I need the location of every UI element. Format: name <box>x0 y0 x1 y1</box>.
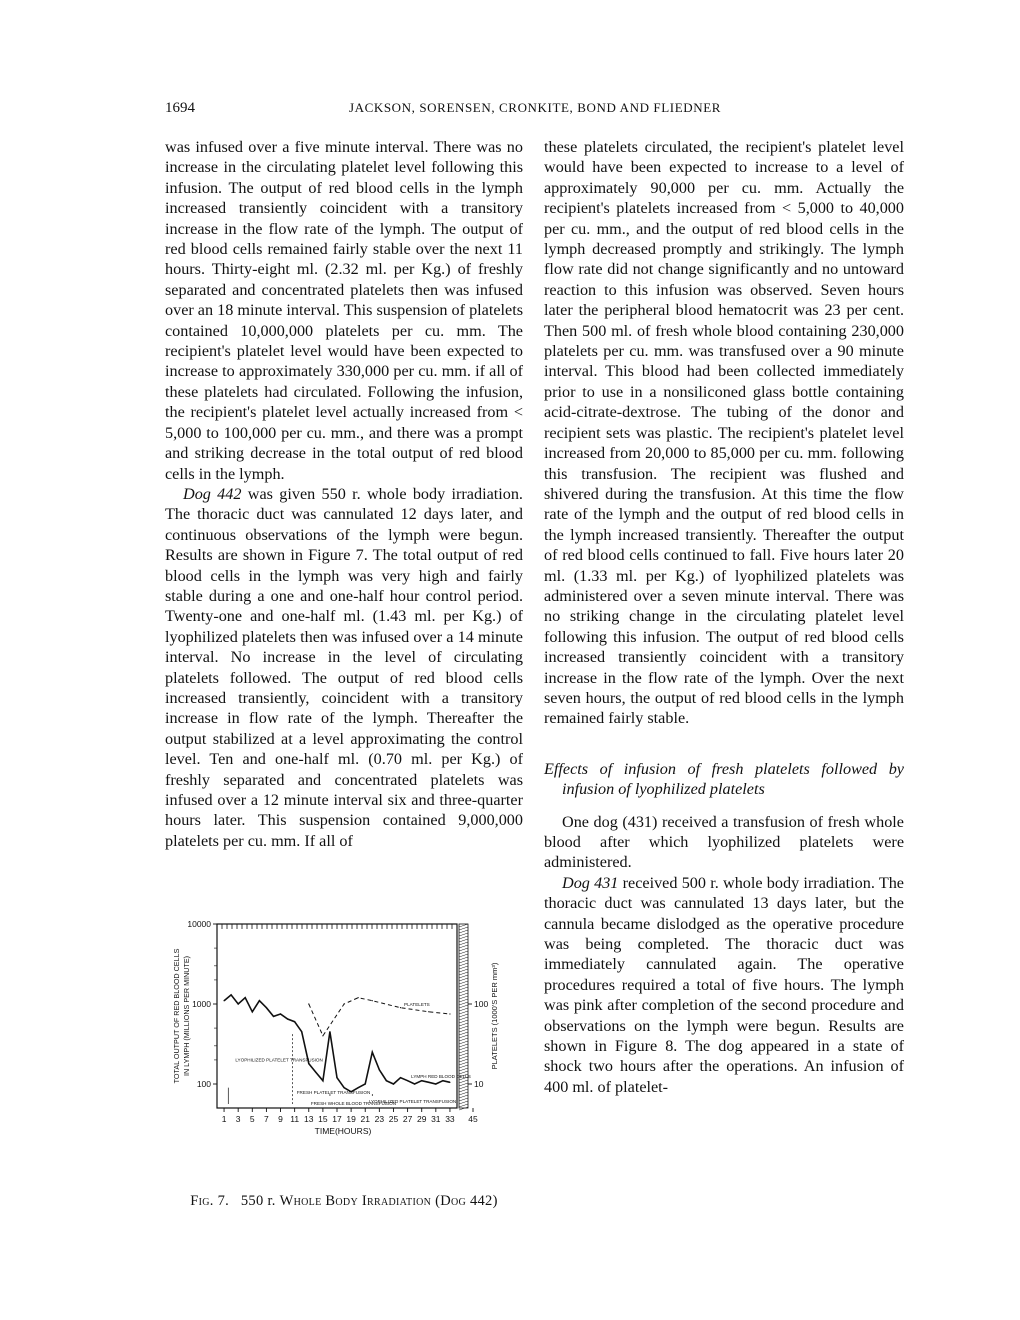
hatch-line <box>459 996 468 999</box>
series-point <box>435 1083 436 1084</box>
series-point <box>301 1031 302 1032</box>
hatch-line <box>459 1014 468 1017</box>
left-paragraph-2-text: was given 550 r. whole body irradiation. The thoracic duct was cannulated 12 days later, and continuous observations of the lymph were begun. Results are shown in Figure 7. The total output of red blood cells in the lymph was very high and fairly stable during a one and one-half hour control period. Twenty-one and one-half ml. (1.43 ml. per Kg.) of lyophilized platelets then was infused over a 14 minute interval. No increase in the level of circulating platelets followed. The output of red blood cells increased transiently, coincident with a transitory increase in flow rate of the lymph. Thereafter the output stabilized at a level approximating the control level. Ten and one-half ml. (0.70 ml. per Kg.) of freshly separated and concentrated platelets was infused over a 12 minute interval six and three-quarter hours later. This suspension contained 9,000,000 platelets per cu. mm. If all of <box>165 484 523 850</box>
hatch-line <box>459 969 468 972</box>
hatch-line <box>459 1092 468 1095</box>
section-heading: Effects of infusion of fresh platelets followed by infusion of lyophilized platelets <box>544 759 904 799</box>
series-point <box>273 1016 274 1017</box>
hatch-line <box>459 939 468 942</box>
hatch-line <box>459 1098 468 1101</box>
hatch-line <box>459 933 468 936</box>
hatch-line <box>459 1041 468 1044</box>
series-point <box>449 1082 450 1083</box>
series-point <box>308 1003 309 1004</box>
series-point <box>372 1000 373 1001</box>
hatch-line <box>459 1068 468 1071</box>
series-point <box>421 1080 422 1081</box>
annotation-lyophilized-2: LYOPHILIZED PLATELET TRANSFUSION <box>368 1099 457 1104</box>
hatch-line <box>459 972 468 975</box>
x-axis-label: TIME(HOURS) <box>314 1126 372 1136</box>
hatch-line <box>459 942 468 945</box>
hatch-line <box>459 957 468 960</box>
hatch-line <box>459 975 468 978</box>
caption-fig-label: Fig. 7. <box>190 1193 230 1209</box>
hatch-line <box>459 930 468 933</box>
hatch-line <box>459 1086 468 1089</box>
x-tick-label: 5 <box>249 1114 255 1124</box>
hatch-line <box>459 1044 468 1047</box>
hatch-line <box>459 963 468 966</box>
hatch-line <box>459 1008 468 1011</box>
hatch-line <box>459 999 468 1002</box>
series-point <box>336 1077 337 1078</box>
series-point <box>407 1080 408 1081</box>
series-point <box>266 1007 267 1008</box>
hatch-line <box>459 960 468 963</box>
left-paragraph-2 <box>165 484 523 851</box>
x-tick-label: 9 <box>278 1114 283 1124</box>
x-tick-label: 19 <box>346 1114 356 1124</box>
series-point <box>231 994 232 995</box>
series-point <box>400 1077 401 1078</box>
x-tick-label: 21 <box>360 1114 370 1124</box>
series-point <box>428 1011 429 1012</box>
series-point <box>379 1069 380 1070</box>
figure-caption <box>165 1193 523 1210</box>
y-left-axis-label-2: IN LYMPH (MILLIONS PER MINUTE) <box>182 955 191 1077</box>
hatch-line <box>459 1032 468 1035</box>
series-point <box>358 997 359 998</box>
series-point <box>400 1007 401 1008</box>
hatch-line <box>459 1095 468 1098</box>
hatch-line <box>459 1101 468 1104</box>
hatch-line <box>459 1107 468 1110</box>
right-paragraph-3-text: received 500 r. whole body irradiation. The thoracic duct was cannulated 13 days later, but the cannula became dislodged as the operative procedure was being completed. The thoracic duct was immediately cannulated again. The operative procedures required a total of five hours. The lymph was pink after completion of the second procedure and observations on the lymph were begun. Results are shown in Figure 8. The dog appeared in a state of shock two hours after the operations. An infusion of 400 ml. of platelet- <box>544 873 904 1096</box>
y-left-tick-label: 100 <box>196 1079 211 1089</box>
hatch-line <box>459 981 468 984</box>
hatch-line <box>459 1029 468 1032</box>
right-paragraph-2: One dog (431) received a transfusion of fresh whole blood after which lyophilized platelets were administered. <box>544 812 904 872</box>
hatch-line <box>459 987 468 990</box>
hatch-line <box>459 1089 468 1092</box>
y-right-tick-label: 100 <box>474 999 489 1009</box>
label-lymph-rbc: LYMPH RED BLOOD CELLS <box>411 1074 471 1080</box>
dog-431-lead: Dog 431 <box>562 873 619 892</box>
hatch-line <box>459 1104 468 1107</box>
series-point <box>308 1063 309 1064</box>
series-point <box>223 1000 224 1001</box>
series-point <box>322 1035 323 1036</box>
hatch-line <box>459 1026 468 1029</box>
series-point <box>294 1021 295 1022</box>
hatch-line <box>459 927 468 930</box>
series-point <box>428 1082 429 1083</box>
y-right-tick-label: 10 <box>474 1079 484 1089</box>
series-point <box>238 1003 239 1004</box>
hatch-line <box>459 1002 468 1005</box>
y-right-axis-label: PLATELETS (1000'S PER mm³) <box>490 962 499 1070</box>
x-tick-label: 15 <box>318 1114 328 1124</box>
hatch-line <box>459 954 468 957</box>
hatch-line <box>459 993 468 996</box>
hatch-line <box>459 1017 468 1020</box>
hatch-line <box>459 1083 468 1086</box>
hatch-line <box>459 1062 468 1065</box>
y-left-axis-label: TOTAL OUTPUT OF RED BLOOD CELLS <box>172 948 181 1084</box>
running-title: JACKSON, SORENSEN, CRONKITE, BOND AND FLIEDNER <box>348 100 722 115</box>
x-tick-label: 27 <box>402 1114 413 1124</box>
right-column <box>544 137 904 1097</box>
x-tick-label: 23 <box>374 1114 385 1124</box>
series-point <box>393 1083 394 1084</box>
hatch-line <box>459 1065 468 1068</box>
hatch-line <box>459 990 468 993</box>
series-point <box>329 1031 330 1032</box>
hatch-line <box>459 1056 468 1059</box>
series-point <box>259 1000 260 1001</box>
series-point <box>343 1087 344 1088</box>
caption-dog: (Dog 442) <box>435 1193 498 1209</box>
figure-7-chart <box>165 910 523 1190</box>
hatch-line <box>459 984 468 987</box>
hatch-line <box>459 1050 468 1053</box>
hatch-line <box>459 1035 468 1038</box>
x-tick-label: 13 <box>304 1114 314 1124</box>
x-tick-label: 3 <box>235 1114 241 1124</box>
label-platelets: PLATELETS <box>404 1001 430 1007</box>
x-tick-label: 1 <box>221 1114 227 1124</box>
hatch-line <box>459 1038 468 1041</box>
series-point <box>386 1080 387 1081</box>
series-point <box>358 1087 359 1088</box>
hatch-line <box>459 1005 468 1008</box>
page-header <box>165 100 905 124</box>
series-point <box>287 1018 288 1019</box>
caption-dose: 550 r. <box>240 1193 276 1209</box>
series-point <box>322 1080 323 1081</box>
x-tick-label: 31 <box>431 1114 441 1124</box>
series-point <box>372 1052 373 1053</box>
series-point <box>449 1013 450 1014</box>
hatch-line <box>459 966 468 969</box>
series-point <box>252 1011 253 1012</box>
x-tick-label: 17 <box>332 1114 342 1124</box>
x-tick-label: 29 <box>416 1114 427 1124</box>
hatch-line <box>459 1020 468 1023</box>
hatch-line <box>459 1023 468 1026</box>
series-point <box>343 1003 344 1004</box>
y-left-tick-label: 10000 <box>187 919 211 929</box>
caption-text: Whole Body Irradiation <box>279 1193 432 1209</box>
series-point <box>315 1072 316 1073</box>
page-number: 1694 <box>165 100 195 116</box>
series-point <box>245 997 246 998</box>
x-tick-label: 33 <box>445 1114 455 1124</box>
hatch-line <box>459 978 468 981</box>
hatch-line <box>459 945 468 948</box>
right-paragraph-3 <box>544 873 904 1097</box>
figure-7 <box>165 910 523 1230</box>
right-paragraph-1: these platelets circulated, the recipient's platelet level would have been expected to increase to a level of approximately 90,000 per cu. mm. Actually the recipient's platelets increased from < 5,000 to 40,000 per cu. mm., and the output of red blood cells in the lymph decreased promptly and strikingly. The lymph flow rate did not change significantly and no untoward reaction to this infusion was observed. Seven hours later the peripheral blood hematocrit was 23 per cent. Then 500 ml. of fresh whole blood containing 230,000 platelets per cu. mm. was transfused over a 90 minute interval. This blood had been collected immediately prior to use in a nonsiliconed glass bottle containing acid-citrate-dextrose. The tubing of the donor and recipient sets was plastic. The recipient's platelet level increased from 20,000 to 85,000 per cu. mm. following this transfusion. The recipient was flushed and shivered during the transfusion. At this time the flow rate of the lymph and the output of red blood cells in the lymph increased transiently. Thereafter the output of red blood cells continued to fall. Five hours later 20 ml. (1.33 ml. per Kg.) of lyophilized platelets was administered over a seven minute interval. There was no striking change in the circulating platelet level following this infusion. The output of red blood cells increased transiently coincident with a transitory increase in the flow rate of the lymph. Over the next seven hours, the output of red blood cells in the lymph remained fairly stable. <box>544 138 904 728</box>
annotation-fresh-platelet: FRESH PLATELET TRANSFUSION <box>296 1089 371 1095</box>
hatch-line <box>459 1080 468 1083</box>
series-point <box>442 1080 443 1081</box>
series-point <box>414 1083 415 1084</box>
y-left-tick-label: 1000 <box>192 999 211 1009</box>
hatch-line <box>459 1053 468 1056</box>
series-point <box>280 1013 281 1014</box>
hatch-line <box>459 948 468 951</box>
left-paragraph-1: was infused over a five minute interval. There was no increase in the circulating platelet level following this infusion. The output of red blood cells in the lymph increased transiently coincident with a transitory increase in the flow rate of the lymph. The output of red blood cells remained fairly stable over the next 11 hours. Thirty-eight ml. (2.32 ml. per Kg.) of freshly separated and concentrated platelets then was infused over an 18 minute interval. This suspension of platelets contained 10,000,000 platelets per cu. mm. The recipient's platelet level would have been expected to increase to approximately 330,000 per cu. mm. if all of these platelets had circulated. Following the infusion, the recipient's platelet level actually increased from < 5,000 to 100,000 per cu. mm., and there was a prompt and striking decrease in the total output of red blood cells in the lymph. <box>165 138 524 483</box>
x-tick-label: 11 <box>290 1114 300 1124</box>
dog-442-lead: Dog 442 <box>183 484 242 503</box>
annotation-lyophilized-1: LYOPHILIZED PLATELET TRANSFUSION <box>235 1057 323 1063</box>
hatch-line <box>459 1047 468 1050</box>
series-point <box>365 1083 366 1084</box>
hatch-line <box>459 924 468 927</box>
x-tick-label: 7 <box>264 1114 269 1124</box>
hatch-line <box>459 1011 468 1014</box>
x-tick-label: 25 <box>388 1114 399 1124</box>
annotation-fresh-whole-blood: FRESH WHOLE BLOOD TRANSFUSION <box>310 1101 397 1106</box>
hatch-line <box>459 1059 468 1062</box>
hatch-line <box>459 936 468 939</box>
x-tick-label: 45 <box>468 1114 478 1124</box>
left-column <box>165 137 523 851</box>
hatch-line <box>459 951 468 954</box>
